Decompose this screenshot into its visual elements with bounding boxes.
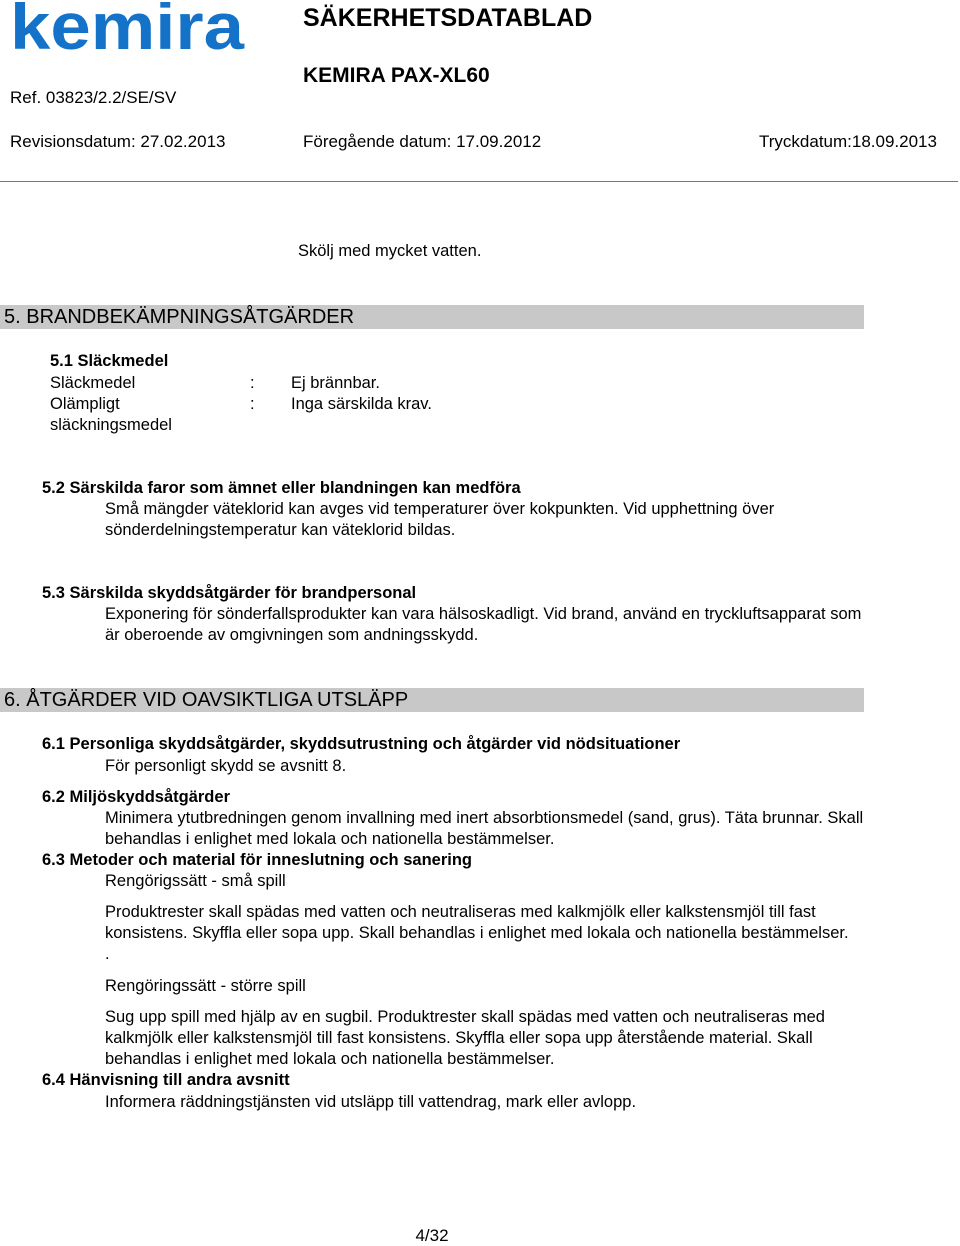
- paragraph-line: För personligt skydd se avsnitt 8.: [105, 757, 347, 775]
- paragraph-line: Produktrester skall spädas med vatten och neutraliseras med kalkmjölk eller kalkstensmjöl till fast: [105, 903, 816, 921]
- header-divider: [0, 181, 958, 182]
- unsuitable-value: Inga särskilda krav.: [291, 395, 432, 413]
- revision-date: Revisionsdatum: 27.02.2013: [10, 132, 226, 151]
- extinguishing-value: Ej brännbar.: [291, 374, 380, 392]
- unsuitable-label-cont: släckningsmedel: [50, 416, 172, 434]
- product-name: KEMIRA PAX-XL60: [303, 64, 490, 87]
- paragraph-line: .: [105, 945, 110, 963]
- section-5-title: 5. BRANDBEKÄMPNINGSÅTGÄRDER: [4, 306, 355, 328]
- svg-text:kemira: kemira: [10, 2, 246, 54]
- section-6-title: 6. ÅTGÄRDER VID OAVSIKTLIGA UTSLÄPP: [4, 689, 409, 711]
- paragraph-line: är oberoende av omgivningen som andningsskydd.: [105, 626, 479, 644]
- section-6-4-title: 6.4 Hänvisning till andra avsnitt: [42, 1071, 290, 1089]
- kemira-logo: [10, 2, 246, 54]
- rinse-text: Skölj med mycket vatten.: [298, 242, 482, 260]
- paragraph-line: behandlas i enlighet med lokala och nationella bestämmelser.: [105, 830, 555, 848]
- paragraph-line: Exponering för sönderfallsprodukter kan vara hälsoskadligt. Vid brand, använd en tryckluftsapparat som: [105, 605, 862, 623]
- small-spill-heading: Rengörigssätt - små spill: [105, 872, 286, 890]
- paragraph-line: Små mängder väteklorid kan avges vid temperaturer över kokpunkten. Vid upphettning över: [105, 500, 775, 518]
- paragraph-line: Sug upp spill med hjälp av en sugbil. Produktrester skall spädas med vatten och neutraliseras med: [105, 1008, 825, 1026]
- extinguishing-label: Släckmedel: [50, 374, 136, 392]
- paragraph-line: sönderdelningstemperatur kan väteklorid bildas.: [105, 521, 456, 539]
- section-5-1-title: 5.1 Släckmedel: [50, 352, 169, 370]
- section-6-2-title: 6.2 Miljöskyddsåtgärder: [42, 788, 230, 806]
- paragraph-line: kalkmjölk eller kalkstensmjöl till fast konsistens. Skyffla eller sopa upp återstående material. Skall: [105, 1029, 813, 1047]
- print-date: Tryckdatum:18.09.2013: [759, 132, 937, 151]
- section-5-2-title: 5.2 Särskilda faror som ämnet eller blandningen kan medföra: [42, 479, 521, 497]
- section-6-1-title: 6.1 Personliga skyddsåtgärder, skyddsutrustning och åtgärder vid nödsituationer: [42, 735, 681, 753]
- row-separator: :: [250, 395, 255, 413]
- paragraph-line: Informera räddningstjänsten vid utsläpp till vattendrag, mark eller avlopp.: [105, 1093, 637, 1111]
- document-title: SÄKERHETSDATABLAD: [303, 4, 593, 32]
- paragraph-line: konsistens. Skyffla eller sopa upp. Skall behandlas i enlighet med lokala och nationella bestämmelser.: [105, 924, 849, 942]
- previous-date: Föregående datum: 17.09.2012: [303, 132, 542, 151]
- unsuitable-label: Olämpligt: [50, 395, 120, 413]
- large-spill-heading: Rengöringssätt - större spill: [105, 977, 306, 995]
- page-number: 4/32: [415, 1226, 449, 1245]
- paragraph-line: Minimera ytutbredningen genom invallning med inert absorbtionsmedel (sand, grus). Täta brunnar. Skall: [105, 809, 864, 827]
- section-6-3-title: 6.3 Metoder och material för inneslutning och sanering: [42, 851, 472, 869]
- row-separator: :: [250, 374, 255, 392]
- section-5-3-title: 5.3 Särskilda skyddsåtgärder för brandpersonal: [42, 584, 417, 602]
- paragraph-line: behandlas i enlighet med lokala och nationella bestämmelser.: [105, 1050, 555, 1068]
- reference-number: Ref. 03823/2.2/SE/SV: [10, 88, 177, 107]
